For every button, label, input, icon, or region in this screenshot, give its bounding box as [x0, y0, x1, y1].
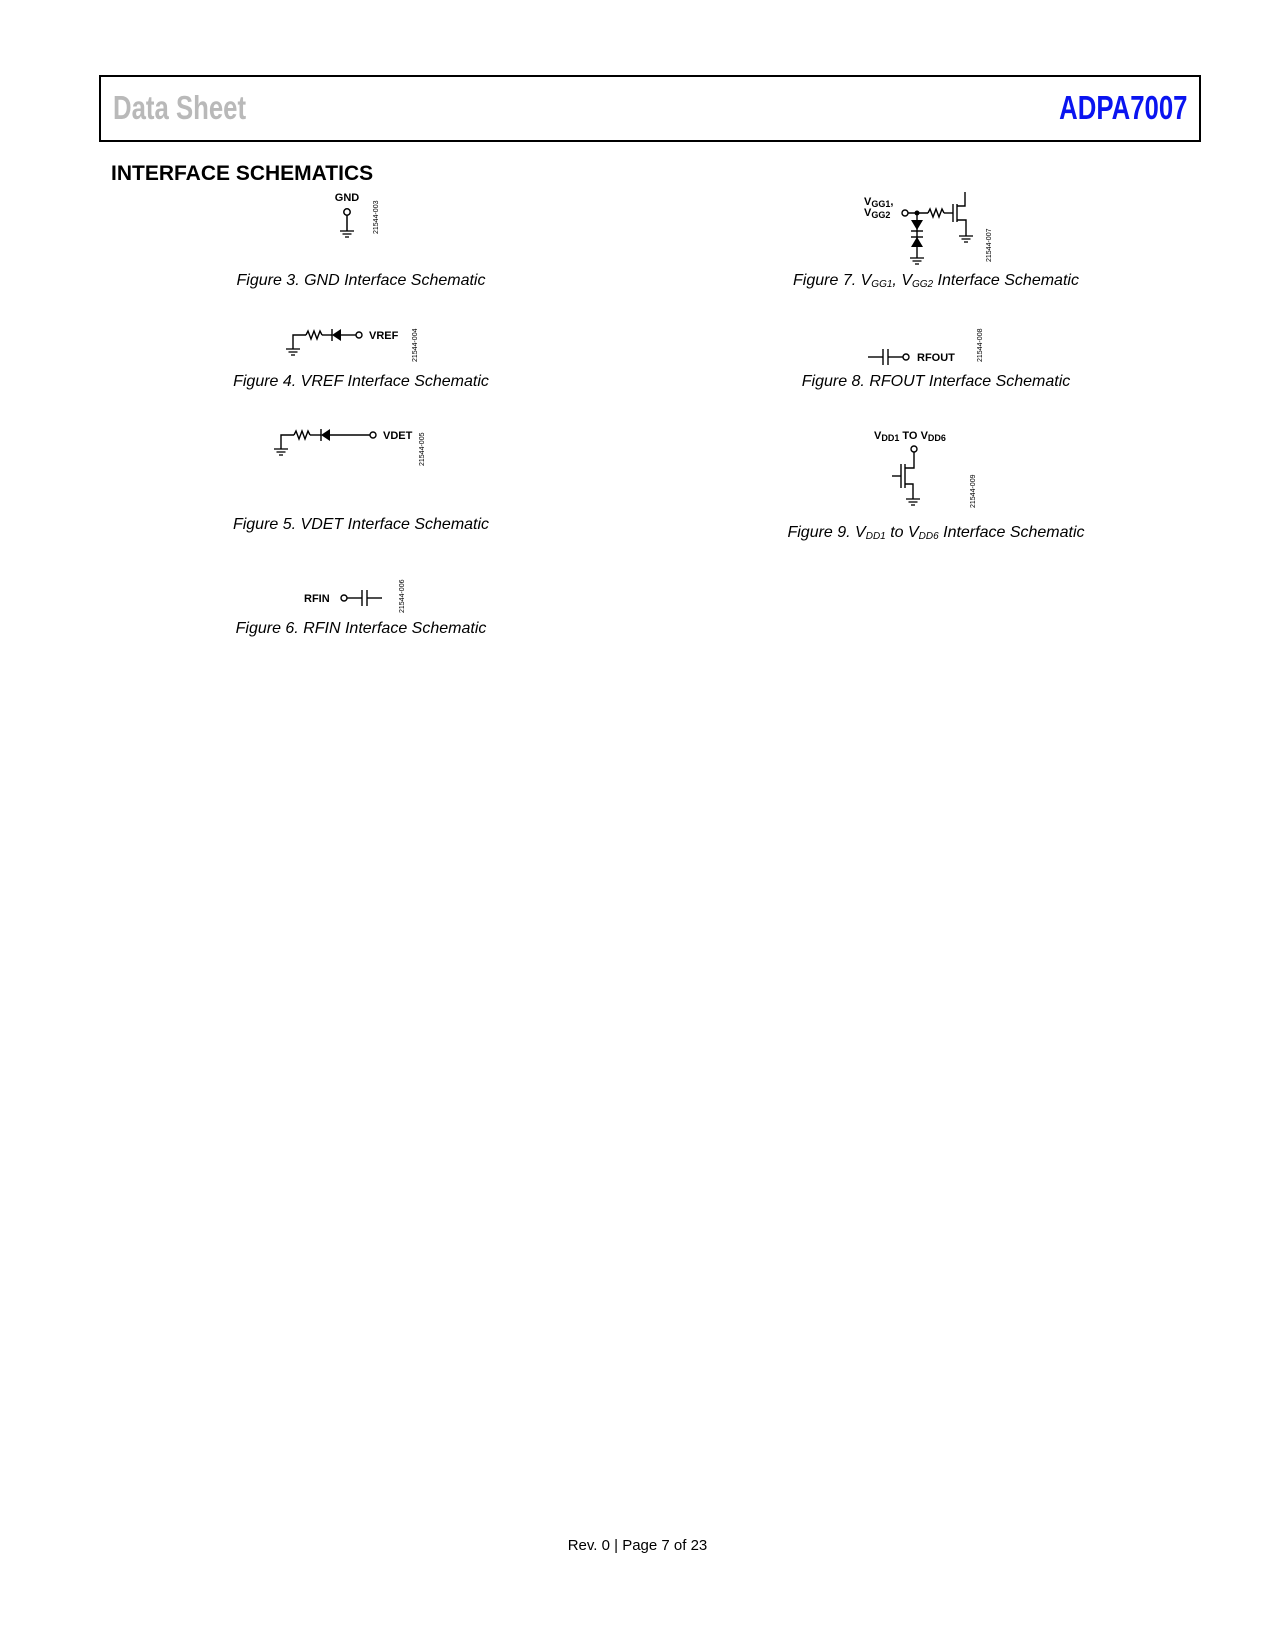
figure-6-caption: Figure 6. RFIN Interface Schematic: [235, 620, 487, 637]
rfout-schematic: [864, 326, 994, 368]
page-footer: [0, 1537, 1275, 1554]
rfout-pin-label: RFOUT: [917, 352, 955, 364]
figure-code: 21544-004: [412, 328, 419, 362]
vdet-schematic: [272, 425, 432, 470]
diode-icon: [321, 429, 330, 441]
page-number: Page 7 of 23: [622, 1537, 708, 1554]
doc-type-label: Data Sheet: [113, 89, 247, 126]
ground-symbol-icon: [340, 231, 354, 237]
revision: Rev. 0: [567, 1537, 610, 1554]
vgg-schematic: [862, 190, 1002, 268]
vdet-pin-label: VDET: [383, 430, 413, 442]
diode-icon: [911, 220, 923, 230]
figure-code: 21544-006: [399, 579, 406, 613]
figure-code: 21544-003: [373, 200, 380, 234]
footer-separator: |: [609, 1537, 623, 1554]
page-header: [99, 75, 1201, 142]
ground-symbol-icon: [274, 449, 288, 455]
diode-icon: [332, 329, 341, 341]
ground-symbol-icon: [959, 236, 973, 242]
figure-4-caption: Figure 4. VREF Interface Schematic: [233, 373, 489, 390]
figure-5-caption: Figure 5. VDET Interface Schematic: [232, 516, 490, 533]
vref-pin-label: VREF: [369, 330, 399, 342]
figure-code: 21544-009: [970, 474, 977, 508]
diode-icon: [911, 237, 923, 247]
capacitor-icon: [347, 590, 382, 606]
ground-symbol-icon: [910, 258, 924, 264]
figure-8-caption: Figure 8. RFOUT Interface Schematic: [801, 373, 1071, 390]
figure-code: 21544-008: [977, 328, 984, 362]
vgg1-pin-label: VGG1,: [864, 196, 894, 209]
figure-code: 21544-007: [986, 228, 993, 262]
figure-3-caption: Figure 3. GND Interface Schematic: [236, 272, 486, 289]
ground-symbol-icon: [906, 499, 920, 505]
figure-9-caption: Figure 9. $V_{DD1}$ to $V_{DD6}$ Interface Schematic: [787, 524, 1085, 542]
gnd-pin-label: GND: [334, 192, 360, 204]
ground-symbol-icon: [286, 349, 300, 355]
vdd-pin-label: VDD1 TO VDD6: [874, 430, 946, 443]
capacitor-icon: [868, 349, 903, 365]
figure-7-caption: Figure 7. $V_{GG1}$, $V_{GG2}$ Interface Schematic: [793, 272, 1079, 290]
part-number-link[interactable]: ADPA7007: [1058, 89, 1187, 126]
rfin-schematic: [300, 576, 420, 616]
vgg2-pin-label: VGG2: [864, 207, 891, 220]
vdd-schematic: [872, 428, 992, 514]
vref-schematic: [280, 326, 430, 368]
figure-code: 21544-005: [419, 432, 426, 466]
section-title: INTERFACE SCHEMATICS: [111, 162, 374, 185]
rfin-pin-label: RFIN: [304, 593, 330, 605]
gnd-schematic: [320, 190, 390, 246]
